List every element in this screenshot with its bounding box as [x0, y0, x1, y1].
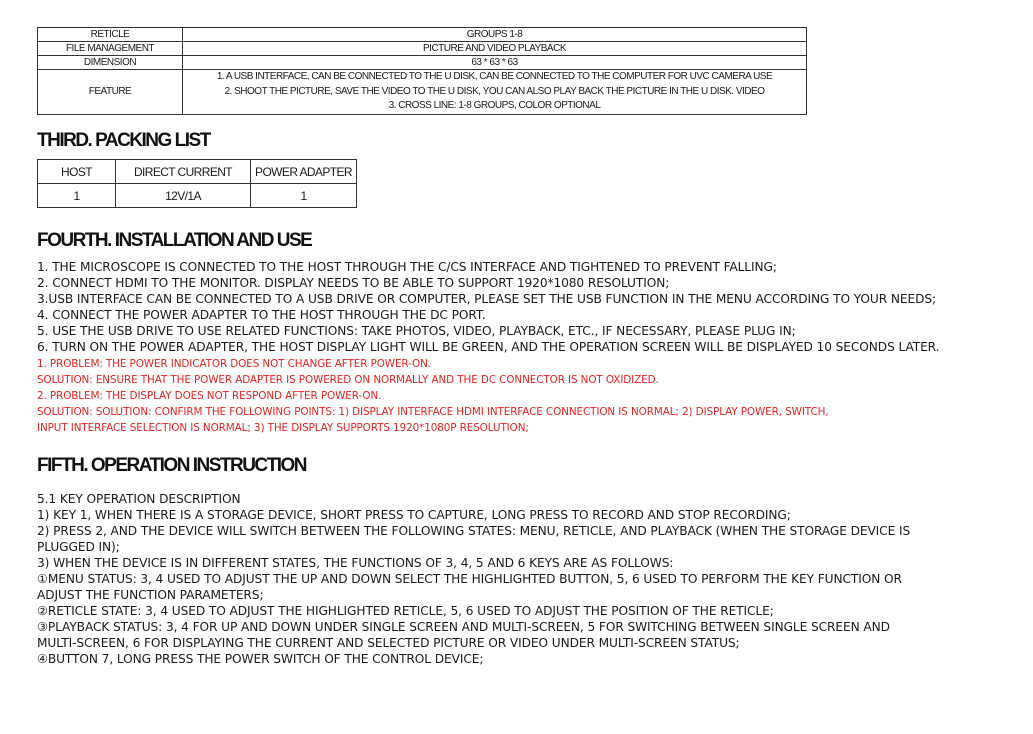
install-step-2: 2. CONNECT HDMI TO THE MONITOR. DISPLAY NEEDS TO BE ABLE TO SUPPORT 1920*1080 RESOLUTION; [37, 276, 670, 290]
operation-line: ①MENU STATUS: 3, 4 USED TO ADJUST THE UP AND DOWN SELECT THE HIGHLIGHTED BUTTON, 5, 6 USED TO PERFORM THE KEY FUNCTION OR [37, 572, 902, 586]
table-row [38, 42, 807, 56]
installation-heading: FOURTH. INSTALLATION AND USE [37, 230, 312, 251]
packing-header-direct-current: DIRECT CURRENT [116, 160, 251, 184]
operation-line: ④BUTTON 7, LONG PRESS THE POWER SWITCH OF THE CONTROL DEVICE; [37, 652, 484, 666]
spec-value-dimension: 63 * 63 * 63 [183, 56, 807, 70]
packing-list-heading: THIRD. PACKING LIST [37, 130, 210, 151]
operation-line: PLUGGED IN); [37, 540, 120, 554]
install-step-4: 4. CONNECT THE POWER ADAPTER TO THE HOST THROUGH THE DC PORT. [37, 308, 486, 322]
install-step-3: 3.USB INTERFACE CAN BE CONNECTED TO A USB DRIVE OR COMPUTER, PLEASE SET THE USB FUNCTION IN THE MENU ACCORDING TO YOUR NEEDS; [37, 292, 937, 306]
solution-1: SOLUTION: ENSURE THAT THE POWER ADAPTER IS POWERED ON NORMALLY AND THE DC CONNECTOR IS NOT OXIDIZED. [37, 374, 659, 386]
feature-line-2: 2. SHOOT THE PICTURE, SAVE THE VIDEO TO THE U DISK, YOU CAN ALSO PLAY BACK THE PICTURE IN THE U DISK. VIDEO [224, 85, 765, 97]
operation-line: 3) WHEN THE DEVICE IS IN DIFFERENT STATES, THE FUNCTIONS OF 3, 4, 5 AND 6 KEYS ARE AS FOLLOWS: [37, 556, 674, 570]
packing-value-host: 1 [38, 184, 116, 208]
solution-2: SOLUTION: SOLUTION: CONFIRM THE FOLLOWING POINTS: 1) DISPLAY INTERFACE HDMI INTERFACE CONNECTION IS NORMAL; 2) DISPLAY POWER, SWITCH, [37, 406, 829, 418]
solution-2-continued: INPUT INTERFACE SELECTION IS NORMAL; 3) THE DISPLAY SUPPORTS 1920*1080P RESOLUTION; [37, 422, 529, 434]
operation-line: 5.1 KEY OPERATION DESCRIPTION [37, 492, 241, 506]
feature-line-3: 3. CROSS LINE: 1-8 GROUPS, COLOR OPTIONAL [388, 100, 601, 111]
operation-line: 2) PRESS 2, AND THE DEVICE WILL SWITCH BETWEEN THE FOLLOWING STATES: MENU, RETICLE, AND PLAYBACK (WHEN THE STORAGE DEVICE IS [37, 524, 911, 538]
install-step-6: 6. TURN ON THE POWER ADAPTER, THE HOST DISPLAY LIGHT WILL BE GREEN, AND THE OPERATION SCREEN WILL BE DISPLAYED 10 SECONDS LATER. [37, 340, 940, 354]
table-row [38, 184, 357, 208]
operation-line: ADJUST THE FUNCTION PARAMETERS; [37, 588, 264, 602]
operation-line: 1) KEY 1, WHEN THERE IS A STORAGE DEVICE, SHORT PRESS TO CAPTURE, LONG PRESS TO RECORD AND STOP RECORDING; [37, 508, 791, 522]
operation-instructions [37, 491, 978, 667]
spec-value-reticle: GROUPS 1-8 [183, 28, 807, 42]
operation-heading: FIFTH. OPERATION INSTRUCTION [37, 455, 307, 476]
table-header-row [38, 160, 357, 184]
spec-key-feature: FEATURE [38, 70, 183, 115]
spec-table [37, 27, 807, 115]
install-step-5: 5. USE THE USB DRIVE TO USE RELATED FUNCTIONS: TAKE PHOTOS, VIDEO, PLAYBACK, ETC., IF NECESSARY, PLEASE PLUG IN; [37, 324, 796, 338]
packing-list-table [37, 159, 357, 208]
operation-line: MULTI-SCREEN, 6 FOR DISPLAYING THE CURRENT AND SELECTED PICTURE OR VIDEO UNDER MULTI-SCREEN STATUS; [37, 636, 740, 650]
problem-1: 1. PROBLEM: THE POWER INDICATOR DOES NOT CHANGE AFTER POWER-ON. [37, 358, 431, 370]
packing-header-power-adapter: POWER ADAPTER [251, 160, 357, 184]
spec-value-feature [183, 70, 807, 115]
operation-line: ②RETICLE STATE: 3, 4 USED TO ADJUST THE HIGHLIGHTED RETICLE, 5, 6 USED TO ADJUST THE POSITION OF THE RETICLE; [37, 604, 774, 618]
packing-value-power-adapter: 1 [251, 184, 357, 208]
operation-line: ③PLAYBACK STATUS: 3, 4 FOR UP AND DOWN UNDER SINGLE SCREEN AND MULTI-SCREEN, 5 FOR SWITCHING BETWEEN SINGLE SCREEN AND [37, 620, 890, 634]
spec-key-file-management: FILE MANAGEMENT [38, 42, 183, 56]
troubleshooting-notes [37, 356, 829, 436]
table-row [38, 28, 807, 42]
spec-value-file-management: PICTURE AND VIDEO PLAYBACK [183, 42, 807, 56]
spec-key-dimension: DIMENSION [38, 56, 183, 70]
feature-line-1: 1. A USB INTERFACE, CAN BE CONNECTED TO THE U DISK, CAN BE CONNECTED TO THE COMPUTER FOR UVC CAMERA USE [216, 71, 773, 82]
packing-value-direct-current: 12V/1A [116, 184, 251, 208]
install-step-1: 1. THE MICROSCOPE IS CONNECTED TO THE HOST THROUGH THE C/CS INTERFACE AND TIGHTENED TO PREVENT FALLING; [37, 260, 777, 274]
table-row [38, 56, 807, 70]
packing-header-host: HOST [38, 160, 116, 184]
table-row [38, 70, 807, 115]
spec-key-reticle: RETICLE [38, 28, 183, 42]
installation-steps [37, 259, 939, 355]
problem-2: 2. PROBLEM: THE DISPLAY DOES NOT RESPOND AFTER POWER-ON. [37, 390, 382, 402]
